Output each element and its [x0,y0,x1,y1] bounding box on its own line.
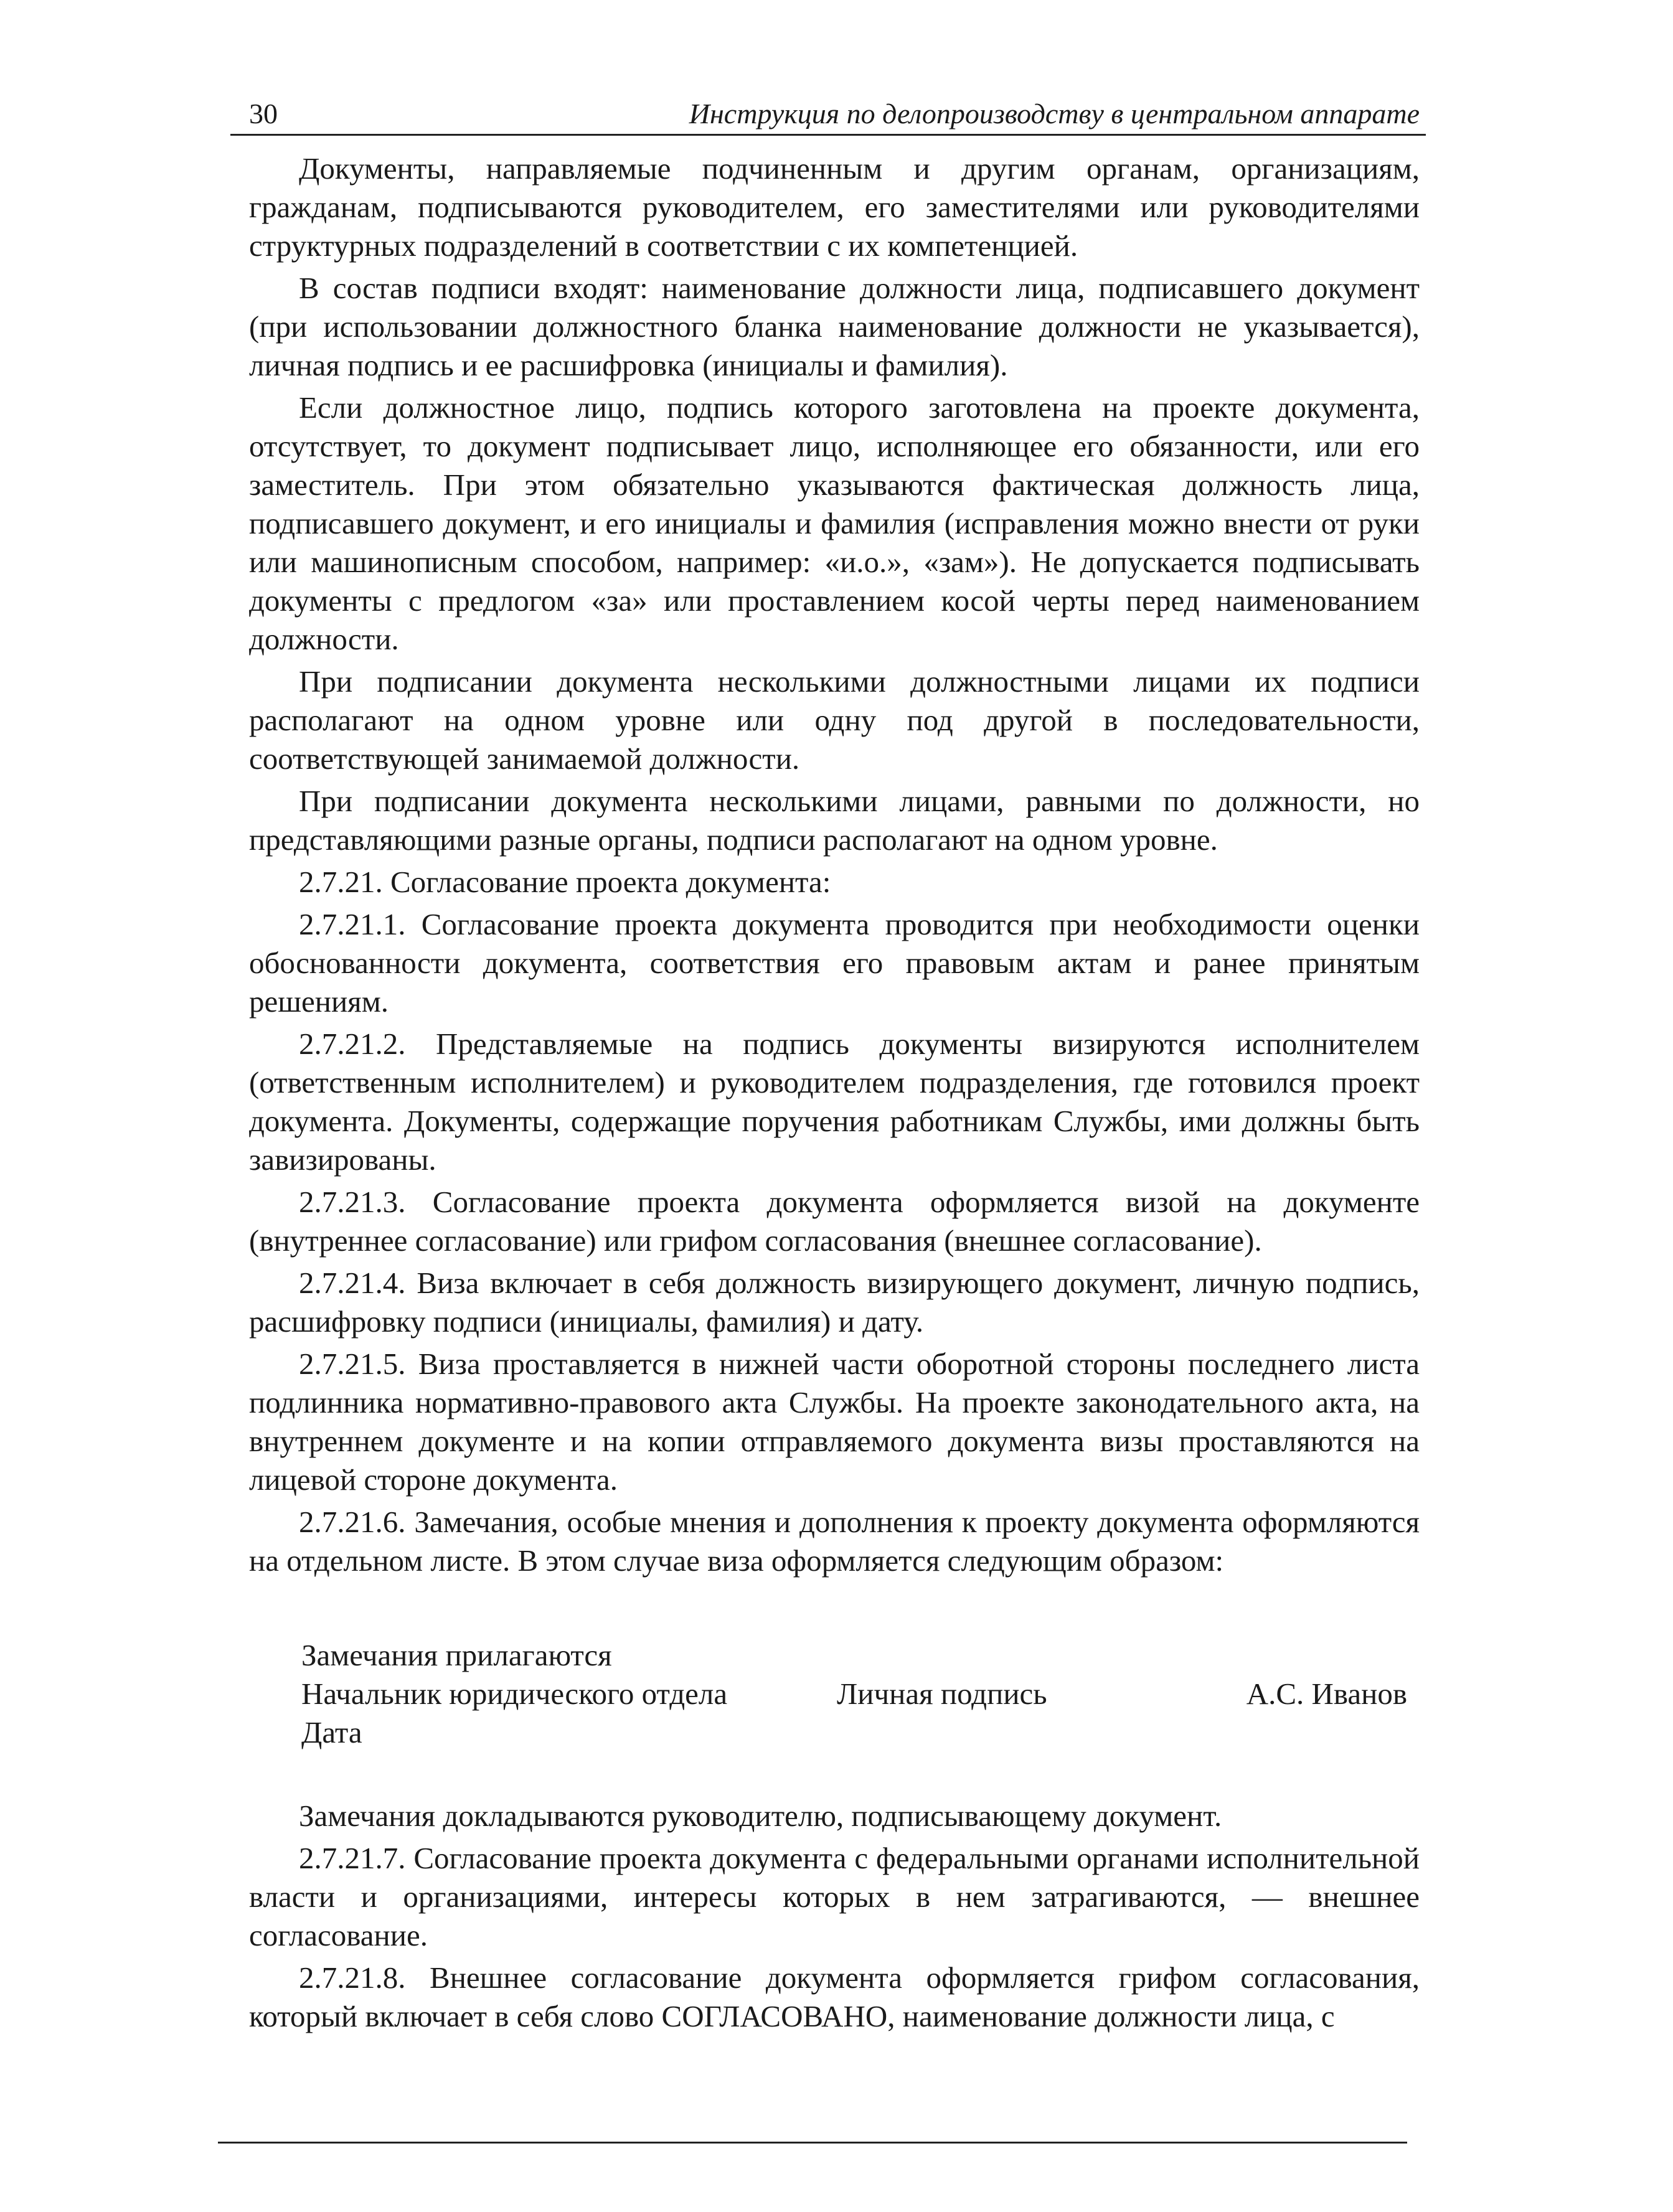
paragraph: При подписании документа несколькими должностными лицами их подписи располагают на одном уровне или одну под другой в последовательности, соответствующей занимаемой должности. [249,664,1420,776]
paragraph: Если должностное лицо, подпись которого заготовлена на проекте документа, отсутствует, то документ подписывает лицо, исполняющее его обязанности, или его заместитель. При этом обязательно указываются фактическая должность лица, подписавшего документ, и его инициалы и фамилия (исправления можно внести от руки или машинописным способом, например: «и.о.», «зам»). Не допускается подписывать документы с предлогом «за» или проставлением косой черты перед наименованием должности. [249,390,1420,656]
paragraph: 2.7.21.7. Согласование проекта документа с федеральными органами исполнительной власти и организациями, интересы которых в нем затрагиваются, — внешнее согласование. [249,1841,1420,1952]
visa-date: Дата [301,1715,362,1749]
paragraph: При подписании документа несколькими лицами, равными по должности, но представляющими разные органы, подписи располагают на одном уровне. [249,784,1420,857]
visa-name: А.С. Иванов [1246,1677,1407,1711]
visa-position: Начальник юридического отдела [301,1677,728,1711]
visa-example [249,1636,1420,1752]
page-number: 30 [249,98,278,129]
paragraph: 2.7.21.8. Внешнее согласование документа оформляется грифом согласования, который включает в себя слово СОГЛАСОВАНО, наименование должности лица, с [249,1960,1420,2033]
paragraph: 2.7.21.6. Замечания, особые мнения и дополнения к проекту документа оформляются на отдельном листе. В этом случае виза оформляется следующим образом: [249,1505,1420,1578]
footer-rule [218,2142,1407,2144]
visa-date-row [301,1713,1420,1752]
paragraph: В состав подписи входят: наименование должности лица, подписавшего документ (при использовании должностного бланка наименование должности не указывается), личная подпись и ее расшифровка (инициалы и фамилия). [249,271,1420,382]
paragraph: 2.7.21.4. Виза включает в себя должность визирующего документ, личную подпись, расшифровку подписи (инициалы, фамилия) и дату. [249,1266,1420,1339]
paragraph: 2.7.21.1. Согласование проекта документа проводится при необходимости оценки обоснованности документа, соответствия его правовым актам и ранее принятым решениям. [249,907,1420,1019]
section-heading: 2.7.21. Согласование проекта документа: [299,865,831,899]
paragraph: 2.7.21.3. Согласование проекта документа оформляется визой на документе (внутреннее согласование) или грифом согласования (внешнее согласование). [249,1185,1420,1258]
visa-signature-row [301,1675,1420,1713]
paragraph: Документы, направляемые подчиненным и другим органам, организациям, гражданам, подписываются руководителем, его заместителями или руководителями структурных подразделений в соответствии с их компетенцией. [249,151,1420,263]
body-text [230,149,1426,2036]
page-header [230,96,1426,136]
document-page [230,96,1426,2040]
visa-remarks-row [301,1636,1420,1675]
visa-signature: Личная подпись [837,1677,1047,1711]
paragraph: Замечания докладываются руководителю, подписывающему документ. [299,1799,1222,1833]
visa-remarks-attached: Замечания прилагаются [301,1638,612,1672]
paragraph: 2.7.21.2. Представляемые на подпись документы визируются исполнителем (ответственным исполнителем) и руководителем подразделения, где готовился проект документа. Документы, содержащие поручения работникам Службы, ими должны быть завизированы. [249,1027,1420,1177]
paragraph: 2.7.21.5. Виза проставляется в нижней части оборотной стороны последнего листа подлинника нормативно-правового акта Службы. На проекте законодательного акта, на внутреннем документе и на копии отправляемого документа визы проставляются на лицевой стороне документа. [249,1347,1420,1497]
running-title: Инструкция по делопроизводству в центральном аппарате [689,98,1420,129]
